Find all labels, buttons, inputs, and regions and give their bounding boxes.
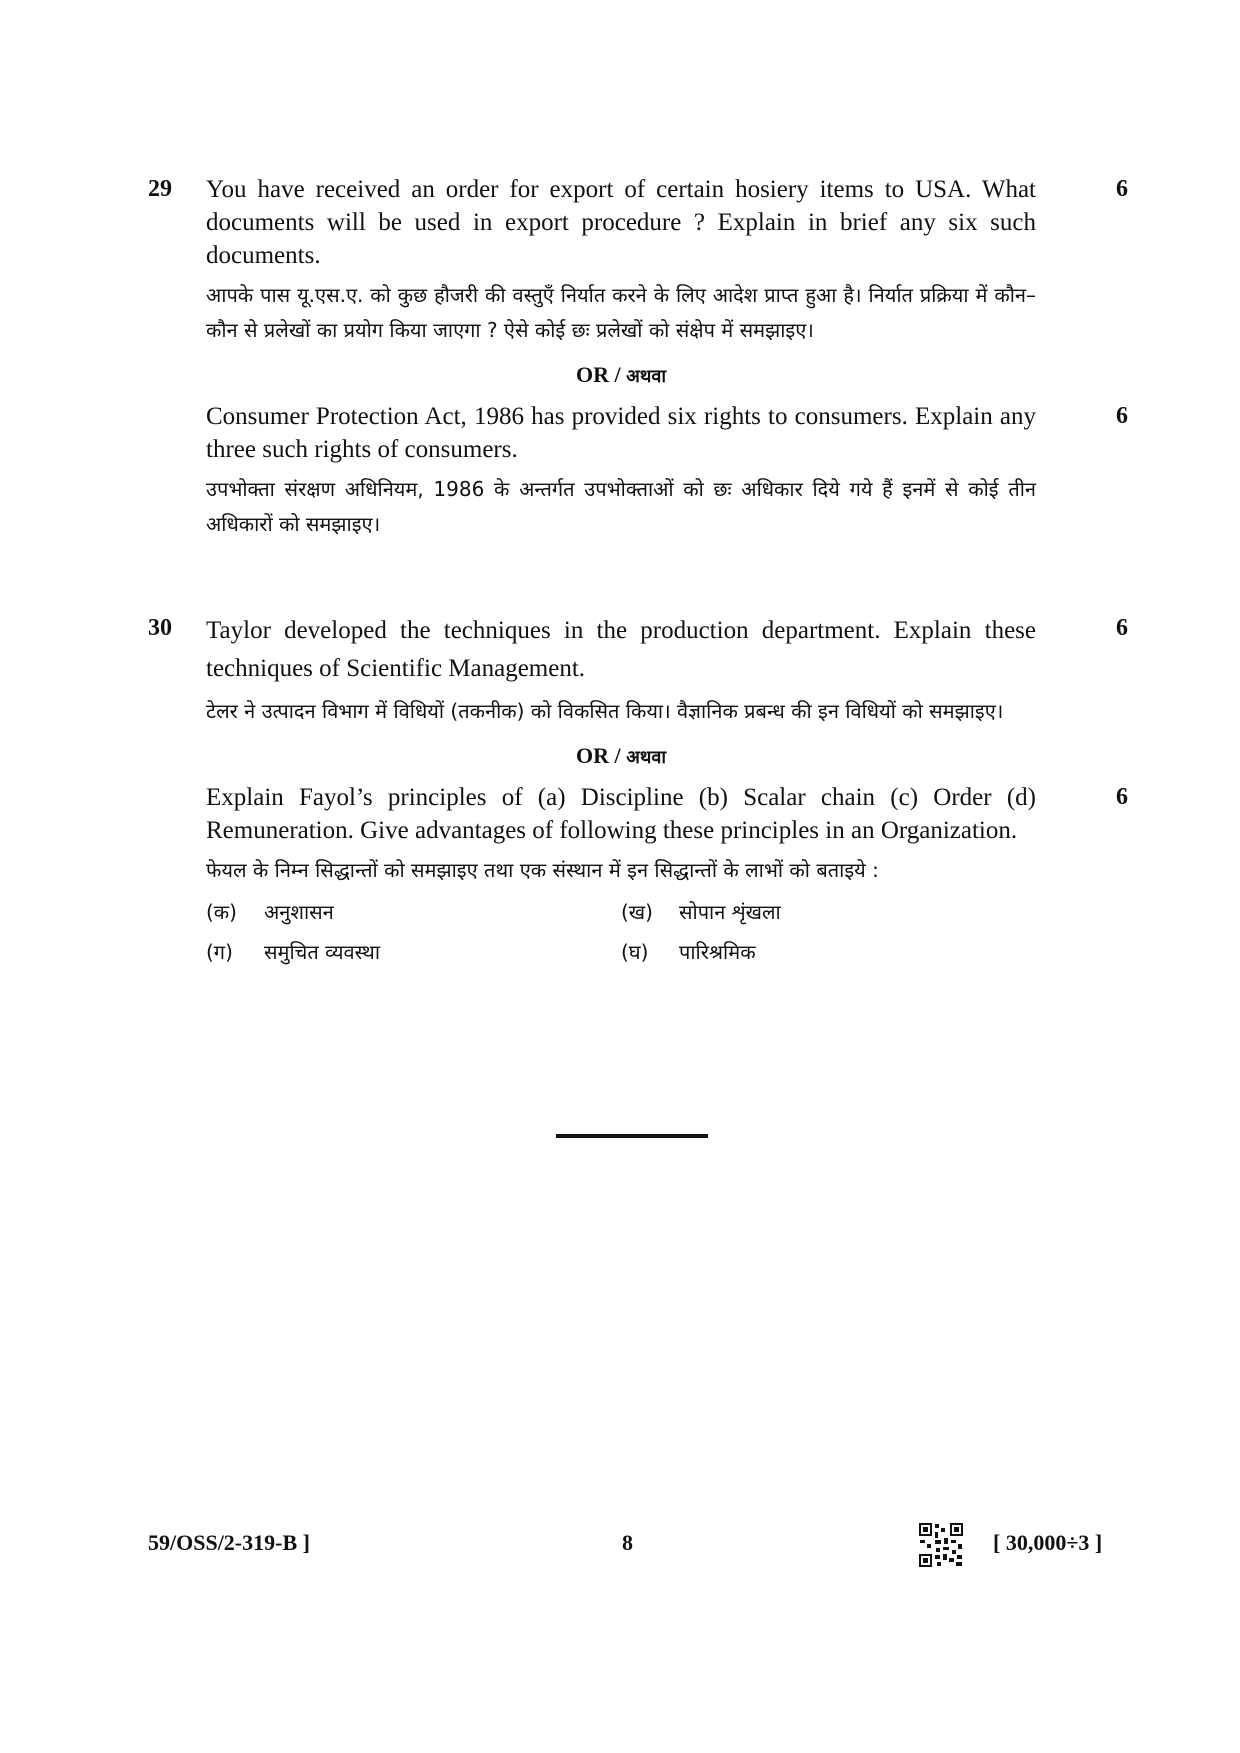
- or-label-hindi: अथवा: [626, 366, 667, 387]
- print-run: [ 30,000÷3 ]: [993, 1530, 1103, 1555]
- question-text-hindi: टेलर ने उत्पादन विभाग में विधियों (तकनीक) को विकसित किया। वैज्ञानिक प्रबन्ध की इन विधियों को समझाइए।: [206, 699, 1004, 723]
- question-30-part-b: [148, 781, 1128, 972]
- marks: 6: [1116, 784, 1128, 810]
- option-text: अनुशासन: [264, 900, 334, 924]
- option-item: [206, 932, 621, 972]
- page-footer: [0, 1522, 1240, 1562]
- question-number: 30: [148, 615, 172, 641]
- marks: 6: [1116, 403, 1128, 429]
- option-item: [621, 932, 1036, 972]
- option-item: [621, 892, 1036, 932]
- options-list: [206, 892, 1036, 972]
- option-text: समुचित व्यवस्था: [264, 940, 381, 964]
- or-separator: [206, 360, 1036, 392]
- or-separator: [206, 741, 1036, 773]
- or-label: OR /: [575, 362, 621, 387]
- question-text-english: Taylor developed the techniques in the production department. Explain these techniques of Scientific Management.: [206, 617, 1036, 682]
- question-text-hindi: फेयल के निम्न सिद्धान्तों को समझाइए तथा एक संस्थान में इन सिद्धान्तों के लाभों को बताइये :: [206, 858, 879, 882]
- question-text-english: Consumer Protection Act, 1986 has provided six rights to consumers. Explain any three such rights of consumers.: [206, 403, 1036, 463]
- option-label: (क): [206, 900, 237, 924]
- question-text-english: You have received an order for export of certain hosiery items to USA. What documents will be used in export procedure ? Explain in brief any six such documents.: [206, 176, 1036, 269]
- or-label-hindi: अथवा: [626, 747, 667, 768]
- option-text: पारिश्रमिक: [679, 940, 756, 964]
- question-30: [148, 612, 1128, 972]
- option-label: (ख): [621, 900, 653, 924]
- paper-code: 59/OSS/2-319-B ]: [148, 1530, 310, 1555]
- question-29-part-b: [148, 400, 1128, 542]
- question-text-english: Explain Fayol’s principles of (a) Discipline (b) Scalar chain (c) Order (d) Remuneration. Give advantages of following these principles in an Organization.: [206, 784, 1036, 844]
- marks: 6: [1116, 176, 1128, 202]
- marks: 6: [1116, 615, 1128, 641]
- option-item: [206, 892, 621, 932]
- question-number: 29: [148, 176, 172, 202]
- option-label: (ग): [206, 940, 233, 964]
- or-label: OR /: [575, 743, 621, 768]
- option-label: (घ): [621, 940, 649, 964]
- question-29: [148, 173, 1128, 542]
- option-text: सोपान शृंखला: [679, 900, 781, 924]
- question-text-hindi: आपके पास यू.एस.ए. को कुछ हौजरी की वस्तुएँ निर्यात करने के लिए आदेश प्राप्त हुआ है। निर्यात प्रक्रिया में कौन–कौन से प्रलेखों का प्रयोग किया जाएगा ? ऐसे कोई छः प्रलेखों को संक्षेप में समझाइए।: [206, 283, 1036, 342]
- end-of-paper-rule: [556, 1134, 708, 1138]
- question-29-part-a: [148, 173, 1128, 348]
- page-number: 8: [622, 1530, 633, 1555]
- qr-code-icon: [918, 1522, 964, 1568]
- question-30-part-a: [148, 612, 1128, 729]
- question-text-hindi: उपभोक्ता संरक्षण अधिनियम, 1986 के अन्तर्गत उपभोक्ताओं को छः अधिकार दिये गये हैं इनमें से कोई तीन अधिकारों को समझाइए।: [206, 477, 1036, 536]
